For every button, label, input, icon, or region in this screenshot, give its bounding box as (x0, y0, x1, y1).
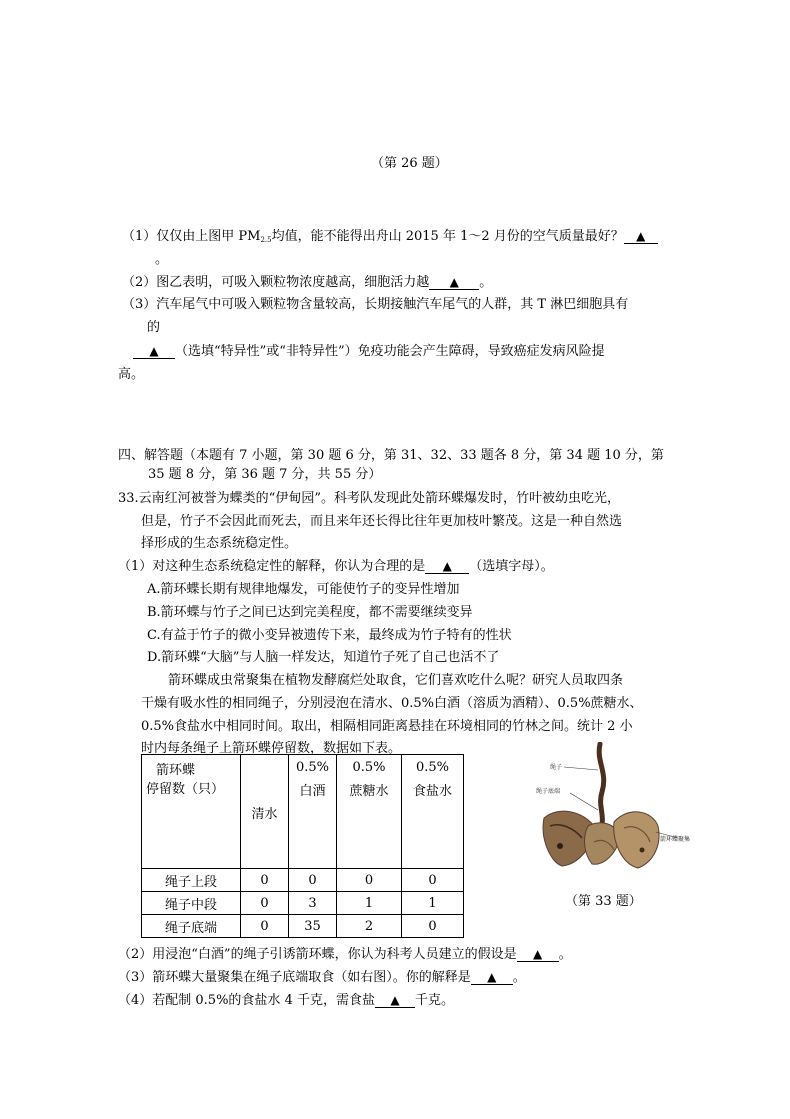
header-label: 白酒 (299, 784, 326, 799)
header-cell (337, 755, 402, 869)
q33-para-line3: 0.5%食盐水中相同时间。取出，相隔相同距离悬挂在环境相同的竹林之间。统计 2 小 (141, 719, 633, 734)
row-label: 绳子底端 (142, 915, 241, 938)
q26-part2 (122, 271, 492, 290)
q26-part3-text: （选填“特异性”或“非特异性”）免疫功能会产生障碍，导致癌症发病风险提 (175, 344, 605, 359)
q26-part2-text: （2）图乙表明，可吸入颗粒物浓度越高，细胞活力越 (122, 275, 430, 290)
q33-part4-post: 千克。 (414, 993, 454, 1008)
row-label: 绳子中段 (142, 892, 241, 915)
q33-part2-text: （2）用浸泡“白酒”的绳子引诱箭环蝶，你认为科考人员建立的假设是 (118, 947, 517, 962)
answer-blank[interactable]: ▲ (375, 993, 415, 1008)
header-label: 清水 (251, 807, 278, 822)
header-cell (241, 755, 289, 869)
table-cell: 0 (289, 869, 337, 892)
figure26-caption: （第 26 题） (371, 156, 448, 171)
answer-blank[interactable]: ▲ (517, 947, 559, 962)
answer-blank[interactable]: ▲ (471, 970, 513, 985)
corner-label-1: 箭环蝶 (156, 763, 196, 778)
table-cell: 0 (337, 869, 402, 892)
q33-intro-line1: 33.云南红河被誉为蝶类的“伊甸园”。科考队发现此处箭环蝶爆发时，竹叶被幼虫吃光， (118, 491, 620, 506)
data-table (141, 754, 464, 938)
table-header-row (142, 755, 464, 869)
q26-part2-end: 。 (479, 275, 493, 290)
q26-part3-line1: （3）汽车尾气中可吸入颗粒物含量较高，长期接触汽车尾气的人群，其 T 淋巴细胞具有 (122, 297, 629, 312)
butterfly-right-icon (614, 812, 659, 868)
q33-part1-text: （1）对这种生态系统稳定性的解释，你认为合理的是 (118, 559, 426, 574)
table-row (142, 892, 464, 915)
answer-blank[interactable]: ▲ (133, 344, 175, 359)
label-rope-bottom: 绳子底端 (536, 788, 561, 795)
q33-part3-end: 。 (512, 970, 526, 985)
q33-para-line2: 干燥有吸水性的相同绳子，分别浸泡在清水、0.5%白酒（溶质为酒精）、0.5%蔗糖水、 (141, 696, 643, 711)
table-cell: 2 (337, 915, 402, 938)
table-row (142, 869, 464, 892)
corner-label-2: 停留数（只） (146, 782, 225, 797)
table-cell: 1 (402, 892, 464, 915)
option-b: B.箭环蝶与竹子之间已达到完美程度，都不需要继续变异 (147, 605, 473, 620)
q26-part1-text-rest: 均值，能不能得出舟山 2015 年 1～2 月份的空气质量最好？ (271, 229, 624, 244)
option-a: A.箭环蝶长期有规律地爆发，可能使竹子的变异性增加 (147, 582, 460, 597)
table-cell: 35 (289, 915, 337, 938)
row-label: 绳子上段 (142, 869, 241, 892)
q33-part1-post: （选填字母）。 (469, 559, 554, 574)
table-cell: 0 (241, 869, 289, 892)
q33-para-line4: 时内每条绳子上箭环蝶停留数，数据如下表。 (141, 741, 402, 756)
table-corner-cell (142, 755, 241, 869)
table-row (142, 915, 464, 938)
header-cell (402, 755, 464, 869)
label-rope: 绳子 (550, 764, 563, 771)
answer-blank[interactable]: ▲ (429, 275, 479, 290)
table-cell: 0 (241, 915, 289, 938)
butterfly-photo (530, 742, 700, 882)
header-label: 蔗糖水 (349, 784, 389, 799)
header-label: 食盐水 (412, 784, 452, 799)
table-cell: 3 (289, 892, 337, 915)
rope-icon (599, 744, 604, 824)
section4-title-line2: 35 题 8 分，第 36 题 7 分，共 55 分） (148, 467, 382, 482)
table-cell: 0 (402, 869, 464, 892)
table-cell: 0 (402, 915, 464, 938)
q33-part4 (118, 989, 454, 1008)
q26-part1 (122, 225, 658, 244)
header-percent: 0.5% (352, 760, 386, 775)
q33-intro-line2: 但是，竹子不会因此而死去，而且来年还长得比往年更加枝叶繁茂。这是一种自然选 (141, 514, 623, 529)
section4-title: 四、解答题（本题有 7 小题，第 30 题 6 分，第 31、32、33 题各 8 分，第 34 题 10 分，第 (118, 448, 664, 463)
answer-blank[interactable]: ▲ (425, 559, 469, 574)
q26-part3-line3 (133, 340, 605, 359)
label-butterfly-cluster: 箭环蝶聚集 (660, 836, 691, 843)
header-percent: 0.5% (415, 760, 450, 775)
q33-part3-text: （3）箭环蝶大量聚集在绳子底端取食（如右图）。你的解释是 (118, 970, 471, 985)
header-cell (289, 755, 337, 869)
option-d: D.箭环蝶“大脑”与人脑一样发达，知道竹子死了自己也活不了 (147, 650, 500, 665)
option-c: C.有益于竹子的微小变异被遗传下来，最终成为竹子特有的性状 (147, 628, 512, 643)
q26-part1-text: （1）仅仅由上图甲 PM (122, 229, 261, 244)
answer-blank[interactable]: ▲ (624, 229, 658, 244)
table-cell: 1 (337, 892, 402, 915)
q33-para-line1: 箭环蝶成虫常聚集在植物发酵腐烂处取食，它们喜欢吃什么呢？研究人员取四条 (168, 673, 624, 688)
q33-part4-text: （4）若配制 0.5%的食盐水 4 千克，需食盐 (118, 993, 375, 1008)
q33-part2 (118, 943, 572, 962)
pm-subscript: 2.5 (260, 236, 272, 244)
q26-part3-line4: 高。 (118, 367, 145, 382)
table-cell: 0 (241, 892, 289, 915)
q26-part1-end: 。 (155, 252, 169, 267)
figure33-caption: （第 33 题） (565, 894, 642, 909)
q33-part2-end: 。 (558, 947, 572, 962)
q33-intro-line3: 择形成的生态系统稳定性。 (141, 536, 298, 551)
q33-part1 (118, 555, 554, 574)
q26-part3-line2: 的 (147, 320, 161, 335)
header-percent: 0.5% (295, 760, 330, 775)
q33-part3 (118, 966, 526, 985)
